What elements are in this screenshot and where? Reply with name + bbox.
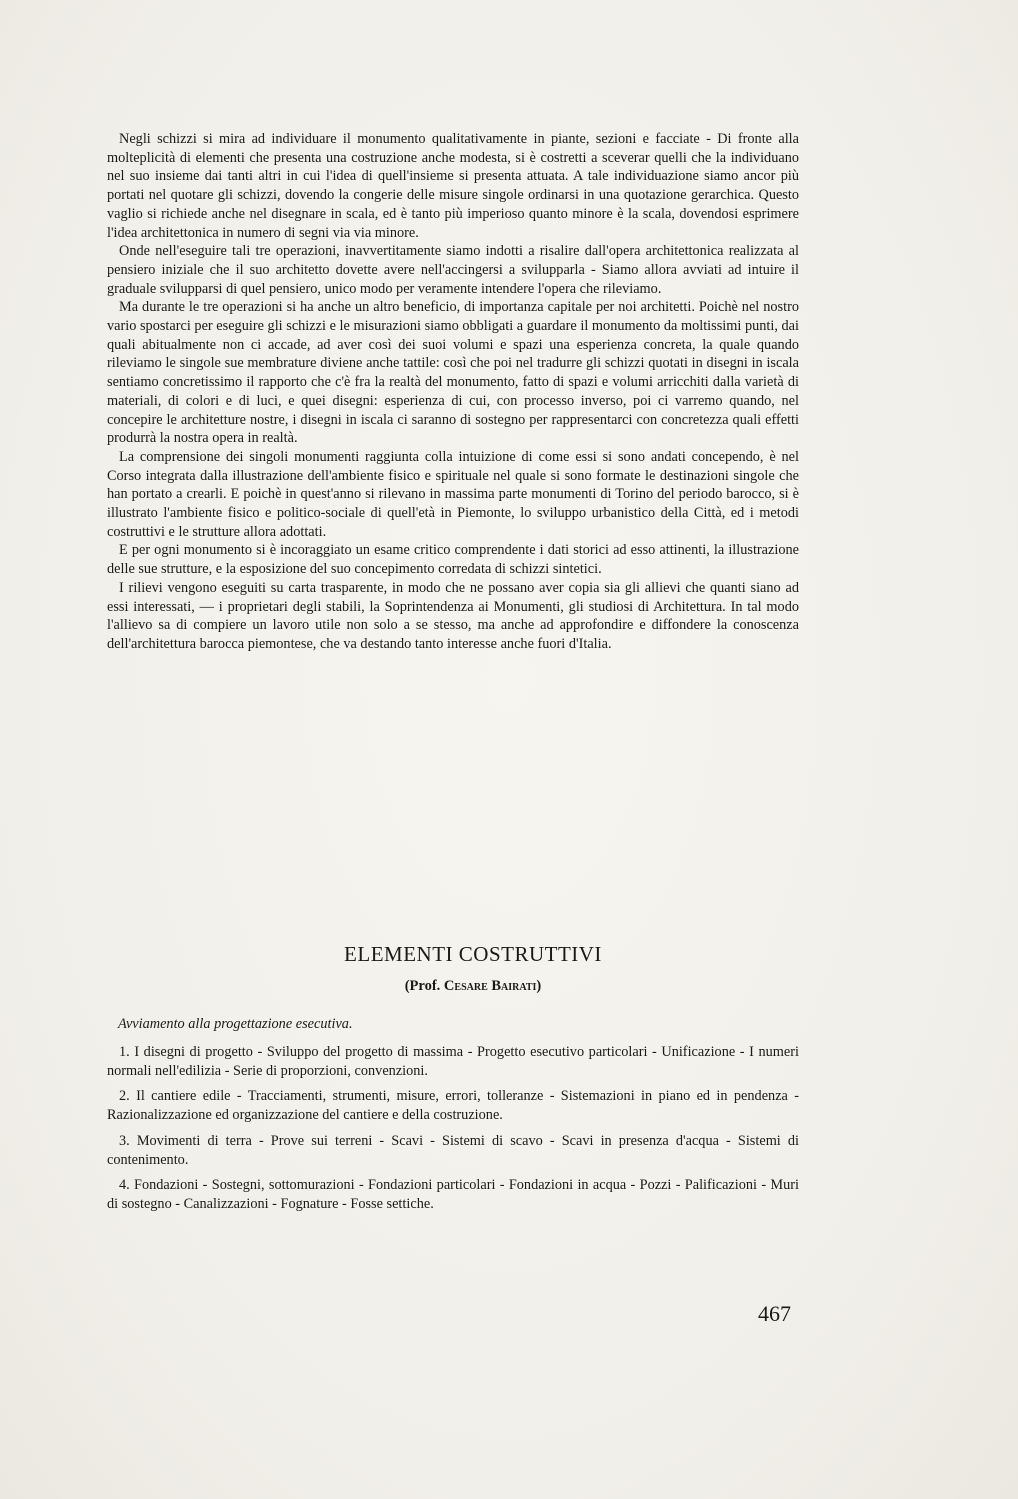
author-suffix: ) (536, 978, 542, 994)
paragraph: La comprensione dei singoli monumenti raggiunta colla intuizione di come essi si sono andati concependo, è nel Corso integrata dalla illustrazione dell'ambiente fisico e spirituale nel quale si sono formate le destinazioni singole che han portato a crearli. E poichè in quest'anno si rilevano in massima parte monumenti di Torino del periodo barocco, si è illustrato l'ambiente fisico e politico-sociale di quell'età in Piemonte, lo sviluppo urbanistico della Città, ed i metodi costruttivi e le strutture allora adottati. (107, 448, 799, 540)
paragraph: Onde nell'eseguire tali tre operazioni, inavvertitamente siamo indotti a risalire dall'opera architettonica realizzata al pensiero iniziale che il suo architetto dovette avere nell'accingersi a svilupparla - Siamo allora avviati ad intuire il graduale svilupparsi di quel pensiero, unico modo per veramente intendere l'opera che rileviamo. (107, 243, 799, 297)
author-prefix: (Prof. (404, 978, 444, 994)
subsection-title: Avviamento alla progettazione esecutiva. (118, 1016, 353, 1032)
page-number: 467 (758, 1301, 791, 1326)
body-text (107, 130, 799, 654)
author-name: Cesare Bairati (443, 978, 537, 994)
topic-list (107, 1043, 799, 1221)
list-item: 4. Fondazioni - Sostegni, sottomurazioni - Fondazioni particolari - Fondazioni in acqua - Pozzi - Palificazioni - Muri di sostegno - Canalizzazioni - Fognature - Fosse settiche. (107, 1177, 799, 1212)
list-item: 3. Movimenti di terra - Prove sui terreni - Scavi - Sistemi di scavo - Scavi in presenza d'acqua - Sistemi di contenimento. (107, 1132, 799, 1168)
section-author (0, 978, 982, 995)
section-title: ELEMENTI COSTRUTTIVI (344, 942, 602, 966)
paragraph: E per ogni monumento si è incoraggiato un esame critico comprendente i dati storici ad esso attinenti, la illustrazione delle sue strutture, e la esposizione del suo concepimento corredata di schizzi sintetici. (107, 542, 799, 578)
list-item: 2. Il cantiere edile - Tracciamenti, strumenti, misure, errori, tolleranze - Sistemazioni in piano ed in pendenza - Razionalizzazione ed organizzazione del cantiere e della costruzione. (107, 1088, 799, 1124)
paragraph: Ma durante le tre operazioni si ha anche un altro beneficio, di importanza capitale per noi architetti. Poichè nel nostro vario spostarci per eseguire gli schizzi e le misurazioni siamo obbligati a guardare il monumento da moltissimi punti, dai quali abitualmente non ci accade, ad aver così dei suoi volumi e spazi una esperienza concreta, la quale quando rileviamo le singole sue membrature diviene anche tattile: così che poi nel tradurre gli schizzi quotati in disegni in iscala sentiamo concretissimo il rapporto che c'è fra la realtà del monumento, fatto di spazi e volumi arricchiti dalla varietà di materiali, di colori e di luci, e quei disegni: esperienza di cui, con processo inverso, poi ci varremo quando, nel concepire le architetture nostre, i disegni in iscala ci saranno di sostegno per rappresentarci con concretezza quali effetti produrrà la nostra opera in realtà. (107, 299, 799, 447)
paragraph: I rilievi vengono eseguiti su carta trasparente, in modo che ne possano aver copia sia gli allievi che quanti siano ad essi interessati, — i proprietari degli stabili, la Soprintendenza ai Monumenti, gli studiosi di Architettura. In tal modo l'allievo sa di compiere un lavoro utile non solo a se stesso, ma anche ad approfondire e diffondere la conoscenza dell'architettura barocca piemontese, che va destando tanto interesse anche fuori d'Italia. (107, 579, 799, 652)
paragraph: Negli schizzi si mira ad individuare il monumento qualitativamente in piante, sezioni e facciate - Di fronte alla molteplicità di elementi che presenta una costruzione anche modesta, si è costretti a sceverar quelli che la individuano nel suo insieme dai tanti altri in cui l'idea di quell'insieme si presenta attuata. A tale individuazione siamo ancor più portati nel quotare gli schizzi, dovendo la congerie delle misure singole ordinarsi in una quotazione gerarchica. Questo vaglio si richiede anche nel disegnare in scala, ed è tanto più imperioso quanto minore è la scala, dovendosi esprimere l'idea architettonica in numero di segni via via minore. (107, 131, 799, 241)
list-item: 1. I disegni di progetto - Sviluppo del progetto di massima - Progetto esecutivo particolari - Unificazione - I numeri normali nell'edilizia - Serie di proporzioni, convenzioni. (107, 1044, 799, 1079)
